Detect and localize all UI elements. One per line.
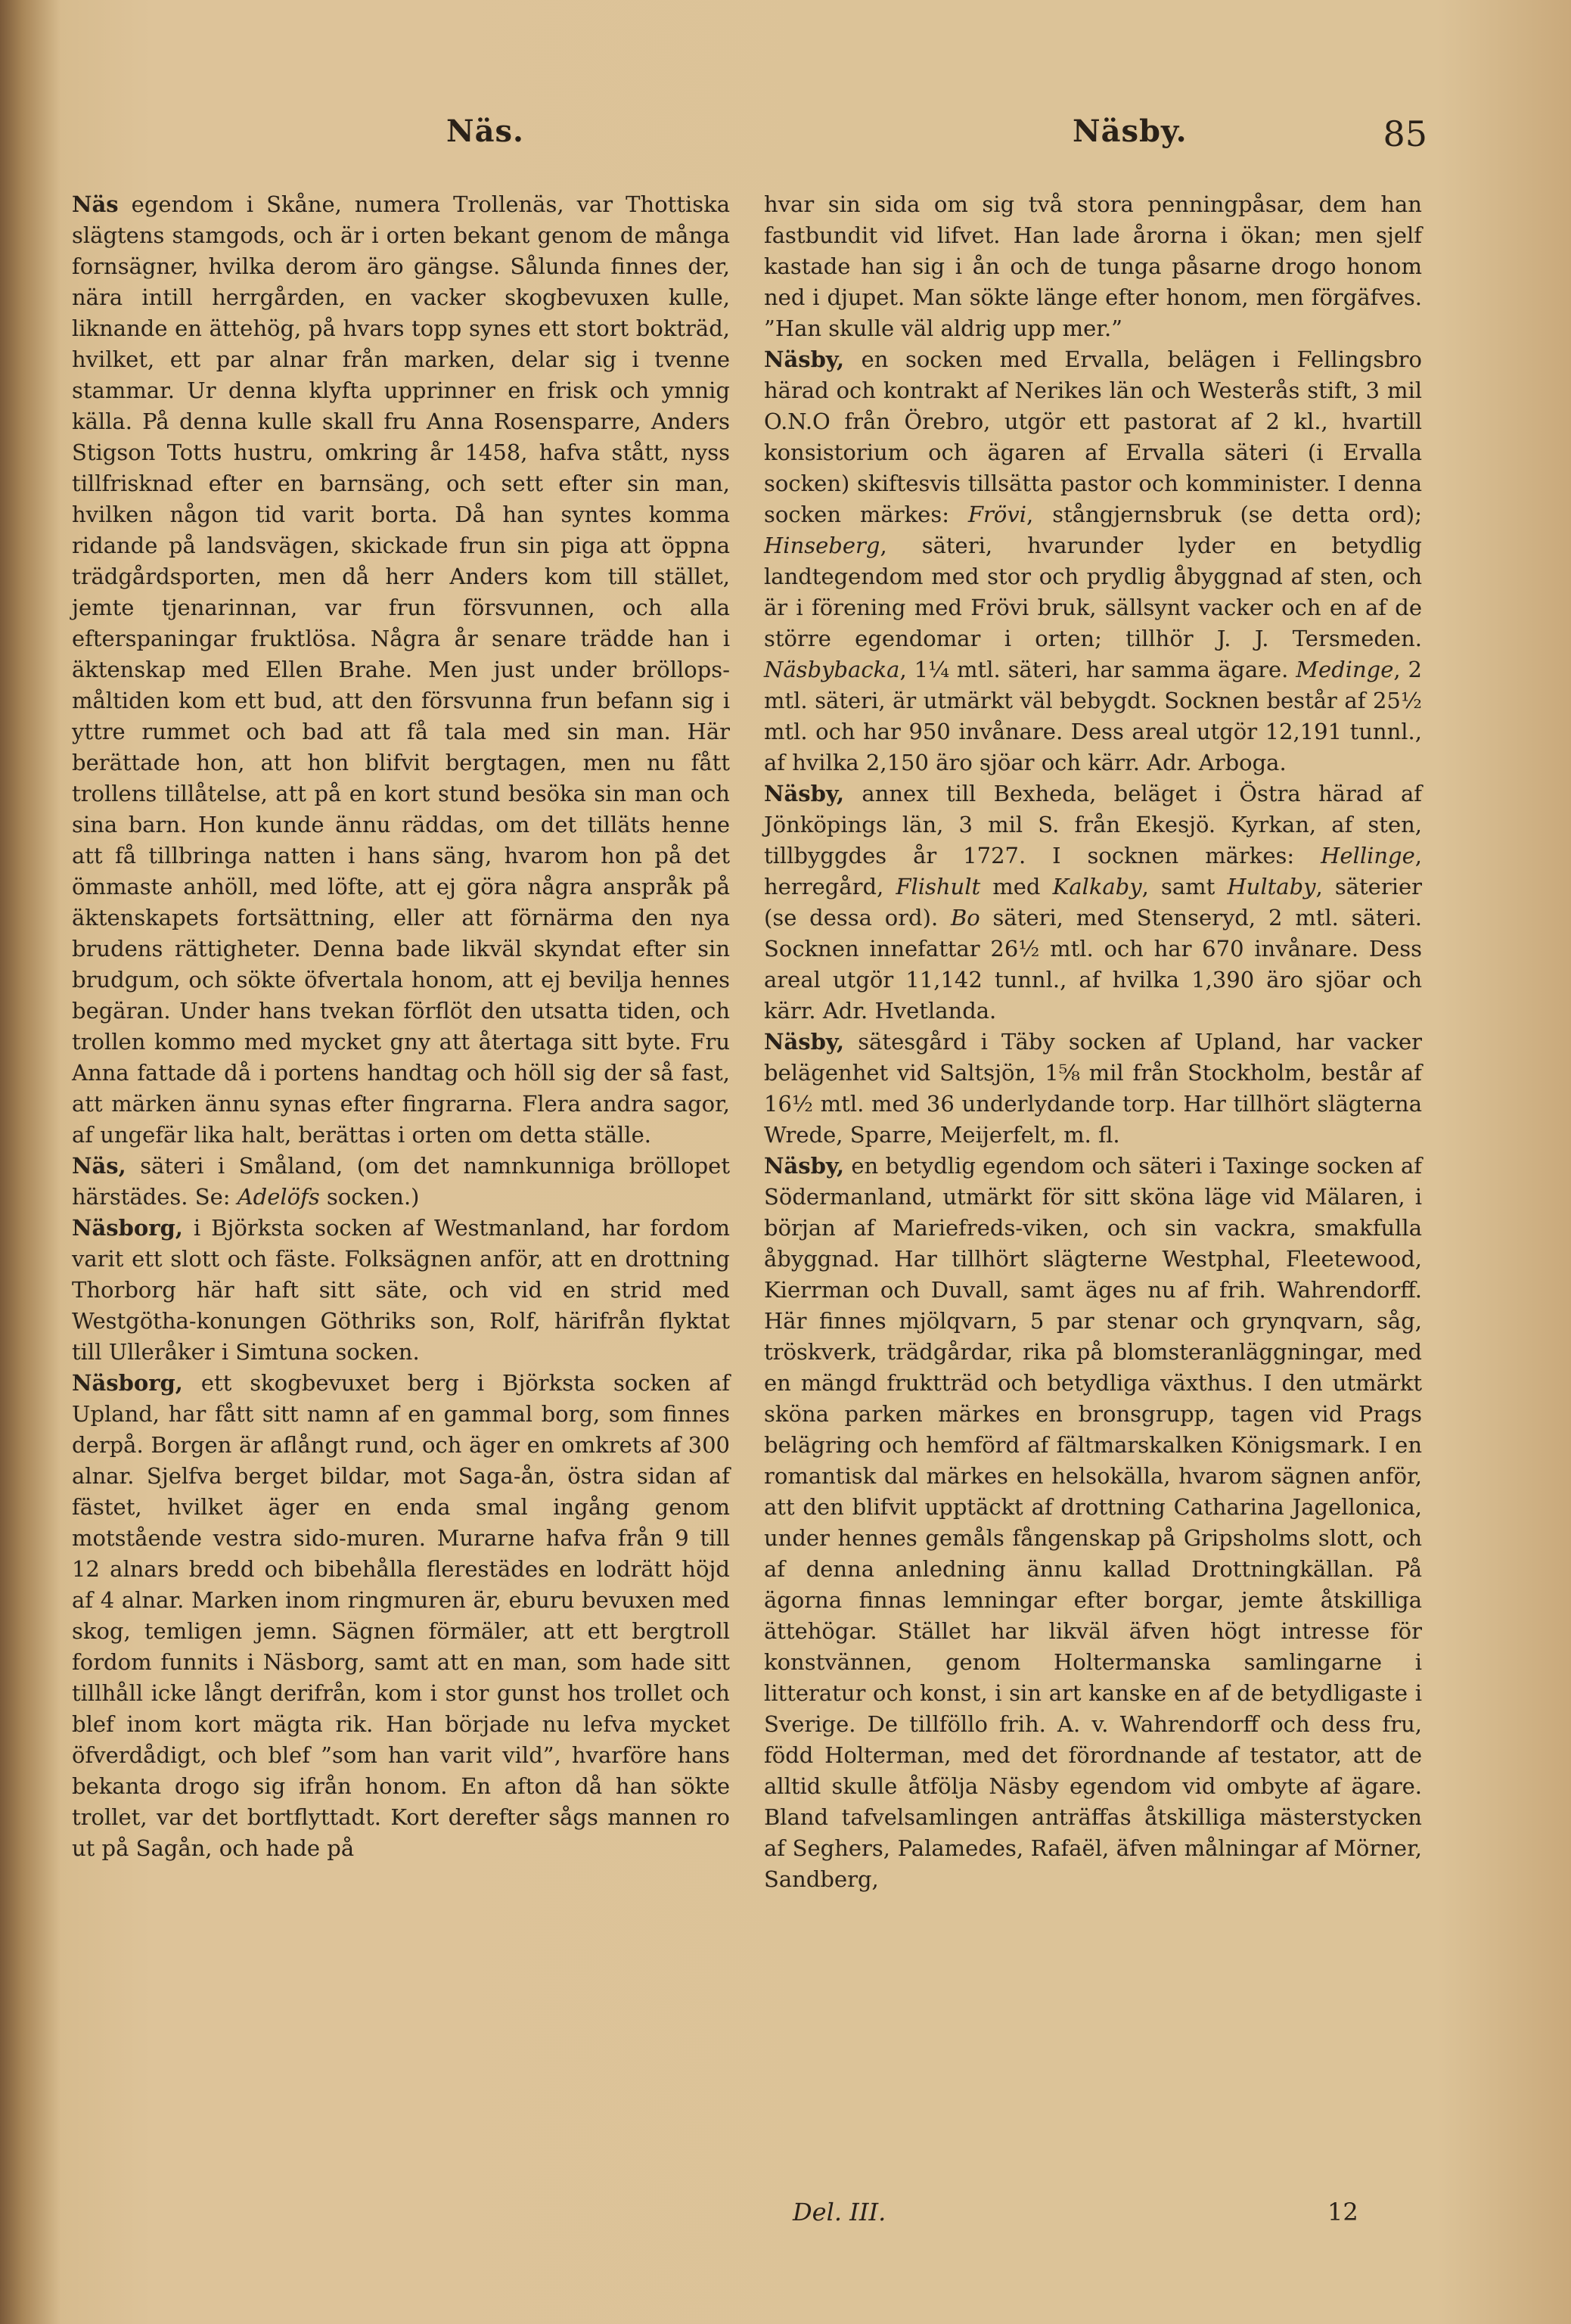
- entry-headword: Näsby,: [764, 1029, 845, 1055]
- entry-nasborg-westmanland: [72, 1213, 730, 1368]
- entry-text-italic: Bo: [950, 905, 980, 931]
- entry-nasby-taby: [764, 1027, 1422, 1151]
- entry-text: , samt: [1141, 874, 1228, 899]
- entry-nas-smaland: [72, 1151, 730, 1213]
- entry-headword: Näsborg,: [72, 1370, 183, 1396]
- entry-text: , herregård,: [764, 843, 1422, 899]
- entry-text-italic: Hultaby: [1227, 874, 1316, 899]
- entry-text: säteri, med Stenseryd, 2 mtl. säteri. Socknen innefattar 26½ mtl. och har 670 invånare. Dess areal utgör 11,142 tunnl., af hvilka 1,390 äro sjöar och kärr. Adr. Hvetlanda.: [764, 905, 1422, 1024]
- entry-text: , 1¼ mtl. säteri, har samma ägare.: [899, 657, 1296, 682]
- entry-continuation: [764, 189, 1422, 344]
- entry-text: en betydlig egendom och säteri i Taxinge socken af Södermanland, utmärkt för sitt sköna läge vid Mälaren, i början af Mariefreds-viken, och sin vackra, smakfulla åbyggnad. Har tillhört slägterne Westphal, Fleetewood, Kierrman och Duvall, samt äges nu af frih. Wahrendorff. Här finnes mjölqvarn, 5 par stenar och grynqvarn, såg, tröskverk, trädgårdar, rika på blomsteranläggningar, med en mängd fruktträd och betydliga växthus. I den utmärkt sköna parken märkes en bronsgrupp, tagen vid Prags belägring och hemförd af fältmarskalken Königsmark. I en romantisk dal märkes en helsokälla, hvarom sägnen anför, att den blifvit upptäckt af drottning Catharina Jagellonica, under hennes gemåls fångenskap på Gripsholms slott, och af denna anledning ännu kallad Drottningkällan. På ägorna finnas lemningar efter borgar, jemte åtskilliga ättehögar. Stället har likväl äfven högt intresse för konstvännen, genom Holtermanska samlingarne i litteratur och konst, i sin art kanske en af de betydligaste i Sverige. De tillföllo frih. A. v. Wahrendorff och dess fru, född Holterman, med det förordnande af testator, att de alltid skulle åtfölja Näsby egendom vid ombyte af ägare. Bland tafvelsamlingen anträffas åtskilliga mästerstycken af Seghers, Palamedes, Rafaël, äfven målningar af Mörner, Sandberg,: [764, 1153, 1422, 1892]
- running-head-left: Näs.: [446, 113, 524, 149]
- entry-text: annex till Bexheda, beläget i Östra härad af Jönköpings län, 3 mil S. från Ekesjö. Kyrkan, af sten, tillbyggdes år 1727. I socknen märkes:: [764, 781, 1422, 868]
- left-column: [72, 189, 730, 1864]
- entry-text: socken.): [319, 1184, 420, 1210]
- entry-text: egendom i Skåne, numera Trollenäs, var Thottiska slägtens stamgods, och är i orten bekant genom de många fornsägner, hvilka derom äro gängse. Sålunda finnes der, nära intill herrgården, en vacker skogbevuxen kulle, liknande en ättehög, på hvars topp synes ett stort bokträd, hvilket, ett par alnar från marken, delar sig i tvenne stammar. Ur denna klyfta upprinner en frisk och ymnig källa. På denna kulle skall fru Anna Rosensparre, Anders Stigson Totts hustru, omkring år 1458, hafva stått, nyss tillfrisknad efter en barnsäng, och sett efter sin man, hvilken någon tid varit borta. Då han syntes komma ridande på landsvägen, skickade frun sin piga att öppna trädgårdsporten, men då herr Anders kom till stället, jemte tjenarinnan, var frun försvunnen, och alla efterspaningar fruktlösa. Några år senare trädde han i äktenskap med Ellen Brahe. Men just under bröllops-måltiden kom ett bud, att den försvunna frun befann sig i yttre rummet och bad att få tala med sin man. Här berättade hon, att hon blifvit bergtagen, men nu fått trollens tillåtelse, att på en kort stund besöka sin man och sina barn. Hon kunde ännu räddas, om det tilläts henne att få tillbringa natten i hans säng, hvarom hon på det ömmaste anhöll, med löfte, att ej göra några anspråk på äktenskapets fortsättning, eller att förnärma den nya brudens rättigheter. Denna bade likväl skyndat efter sin brudgum, och sökte öfvertala honom, att ej bevilja hennes begäran. Under hans tvekan förflöt den utsatta tiden, och trollen kommo med mycket gny att återtaga sitt byte. Fru Anna fattade då i portens handtag och höll sig der så fast, att märken ännu synas efter fingrarna. Flera andra sagor, af ungefär lika halt, berättas i orten om detta ställe.: [72, 191, 730, 1148]
- entry-text: , säteri, hvarunder lyder en betydlig landtegendom med stor och prydlig åbyggnad af sten, och är i förening med Frövi bruk, sällsynt vacker och en af de större egendomar i orten; tillhör J. J. Tersmeden.: [764, 533, 1422, 651]
- entry-nasby-ervalla: [764, 344, 1422, 778]
- entry-nasborg-upland: [72, 1368, 730, 1864]
- entry-text-italic: Hinseberg: [764, 533, 880, 558]
- entry-nas-skane: [72, 189, 730, 1151]
- entry-text: i Björksta socken af Westmanland, har fordom varit ett slott och fäste. Folksägnen anför, att en drottning Thorborg här haft sitt säte, och vid en strid med Westgötha-konungen Göthriks son, Rolf, härifrån flyktat till Ulleråker i Simtuna socken.: [72, 1215, 730, 1365]
- page-number: 85: [1383, 113, 1427, 154]
- running-head-right: Näsby.: [1073, 113, 1188, 149]
- entry-text: sätesgård i Täby socken af Upland, har vacker belägenhet vid Saltsjön, 1⅝ mil från Stockholm, består af 16½ mtl. med 36 underlydande torp. Har tillhört slägterna Wrede, Sparre, Meijerfelt, m. fl.: [764, 1029, 1422, 1148]
- entry-headword: Näs,: [72, 1153, 126, 1179]
- entry-text-italic: Medinge: [1296, 657, 1394, 682]
- right-column: [764, 189, 1422, 1895]
- footer-sheet-number: 12: [1327, 2198, 1358, 2226]
- entry-text-italic: Kalkaby: [1052, 874, 1142, 899]
- entry-text: hvar sin sida om sig två stora penningpåsar, dem han fastbundit vid lifvet. Han lade årorna i ökan; men sjelf kastade han sig i ån och de tunga påsarne drogo honom ned i djupet. Man sökte länge efter honom, men förgäfves. ”Han skulle väl aldrig upp mer.”: [764, 191, 1422, 341]
- entry-text: med: [980, 874, 1053, 899]
- entry-headword: Näsborg,: [72, 1215, 183, 1241]
- entry-text: en socken med Ervalla, belägen i Fellingsbro härad och kontrakt af Nerikes län och Westerås stift, 3 mil O.N.O från Örebro, utgör ett pastorat af 2 kl., hvartill konsistorium och ägaren af Ervalla säteri (i Ervalla socken) skiftesvis tillsätta pastor och komminister. I denna socken märkes:: [764, 346, 1422, 527]
- entry-text-italic: Flishult: [896, 874, 981, 899]
- entry-text: säteri i Småland, (om det namnkunniga bröllopet härstädes. Se:: [72, 1153, 730, 1210]
- entry-headword: Näs: [72, 191, 119, 217]
- entry-nasby-bexheda: [764, 778, 1422, 1027]
- entry-text: , 2 mtl. säteri, är utmärkt väl bebygdt. Socknen består af 25½ mtl. och har 950 invånare. Dess areal utgör 12,191 tunnl., af hvilka 2,150 äro sjöar och kärr. Adr. Arboga.: [764, 657, 1422, 775]
- entry-text-italic: Frövi: [967, 502, 1027, 527]
- entry-text: , säterier (se dessa ord).: [764, 874, 1422, 931]
- entry-text-italic: Hellinge: [1321, 843, 1415, 868]
- entry-text-italic: Näsbybacka: [764, 657, 900, 682]
- entry-headword: Näsby,: [764, 781, 845, 806]
- footer-signature: Del. III.: [793, 2198, 886, 2226]
- entry-headword: Näsby,: [764, 346, 845, 372]
- entry-nasby-taxinge: [764, 1151, 1422, 1895]
- entry-text-italic: Adelöfs: [237, 1184, 320, 1210]
- entry-text: , stångjernsbruk (se detta ord);: [1026, 502, 1422, 527]
- entry-headword: Näsby,: [764, 1153, 845, 1179]
- entry-text: ett skogbevuxet berg i Björksta socken af Upland, har fått sitt namn af en gammal borg, som finnes derpå. Borgen är aflångt rund, och äger en omkrets af 300 alnar. Sjelfva berget bildar, mot Saga-ån, östra sidan af fästet, hvilket äger en enda smal ingång genom motstående vestra sido-muren. Murarne hafva från 9 till 12 alnars bredd och bibehålla flerestädes en lodrätt höjd af 4 alnar. Marken inom ringmuren är, eburu bevuxen med skog, temligen jemn. Sägnen förmäler, att ett bergtroll fordom funnits i Näsborg, samt att en man, som hade sitt tillhåll icke långt derifrån, kom i stor gunst hos trollet och blef inom kort mägta rik. Han började nu lefva mycket öfverdådigt, och blef ”som han varit vild”, hvarföre hans bekanta drogo sig ifrån honom. En afton då han sökte trollet, var det bortflyttadt. Kort derefter sågs mannen ro ut på Sagån, och hade på: [72, 1370, 730, 1861]
